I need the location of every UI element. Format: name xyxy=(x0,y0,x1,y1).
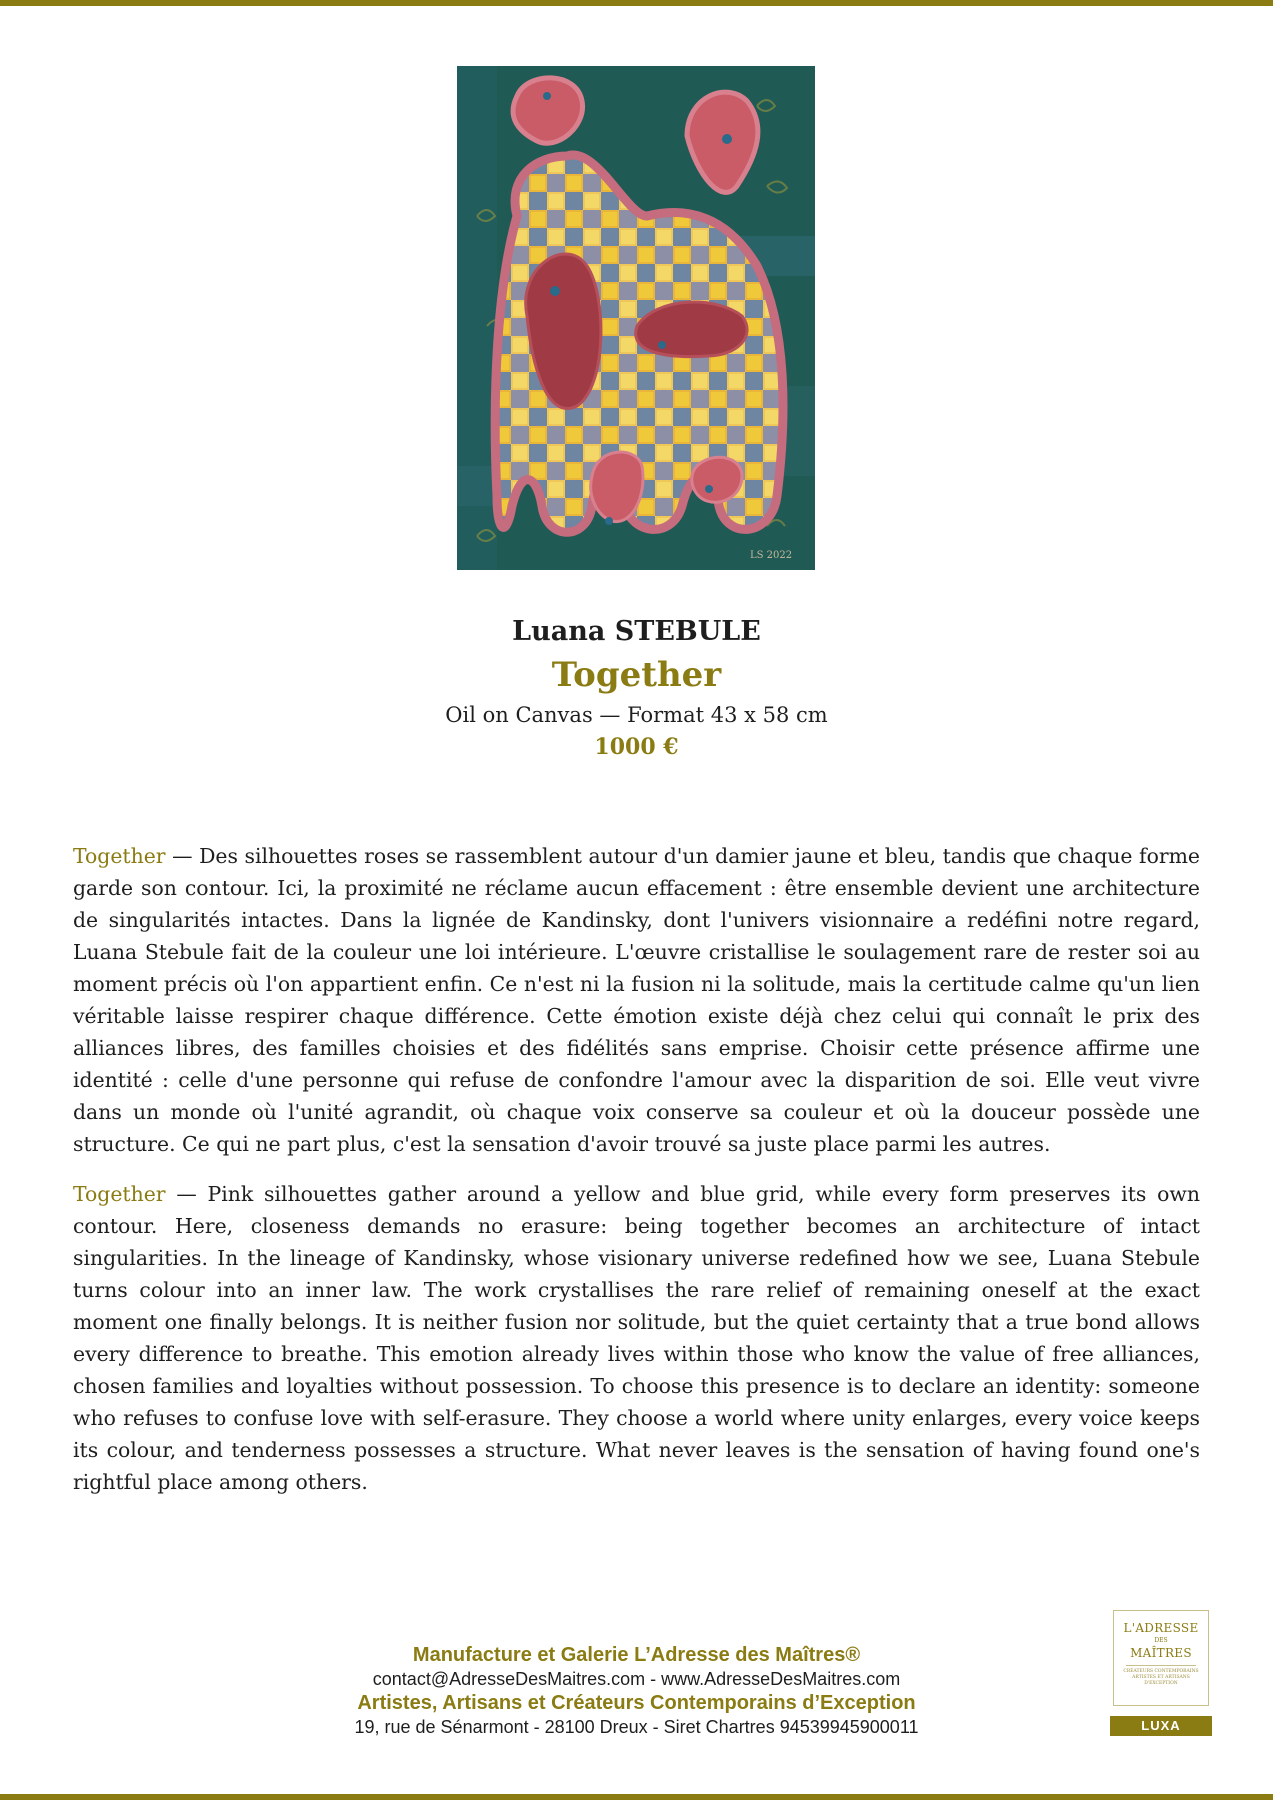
footer-tagline: Artistes, Artisans et Créateurs Contemporains d’Exception xyxy=(357,1692,916,1714)
logo-line-2: DES xyxy=(1154,1637,1168,1644)
gallery-logo xyxy=(1113,1610,1209,1706)
artwork-title: Together xyxy=(551,655,722,695)
description-english xyxy=(73,1178,1200,1498)
artwork-info xyxy=(0,612,1273,762)
footer xyxy=(0,1643,1273,1739)
artwork-image xyxy=(457,66,815,570)
bottom-border xyxy=(0,1794,1273,1800)
footer-address: 19, rue de Sénarmont - 28100 Dreux - Siret Chartres 94539945900011 xyxy=(354,1717,919,1737)
logo-line-4: CRÉATEURS CONTEMPORAINS ARTISTES ET ARTISANS D'EXCEPTION xyxy=(1123,1669,1199,1686)
description-english-text: — Pink silhouettes gather around a yellow and blue grid, while every form preserves its own contour. Here, closeness demands no erasure: being together becomes an architecture of intact singularities. In the lineage of Kandinsky, whose visionary universe redefined how we see, Luana Stebule turns colour into an inner law. The work crystallises the rare relief of remaining oneself at the exact moment one finally belongs. It is neither fusion nor solitude, but the quiet certainty that a true bond allows every difference to breathe. This emotion already lives within those who know the value of free alliances, chosen families and loyalties without possession. To choose this presence is to declare an identity: someone who refuses to confuse love with self-erasure. They choose a world where unity enlarges, every voice keeps its colour, and tenderness possesses a structure. What never leaves is the sensation of having found one's rightful place among others. xyxy=(73,1182,1200,1494)
artist-name: Luana STEBULE xyxy=(512,616,761,647)
description-english-lead: Together xyxy=(73,1182,166,1206)
logo-line-3: MAÎTRES xyxy=(1130,1646,1192,1660)
artwork-price: 1000 € xyxy=(594,734,679,760)
logo-line-1: L'ADRESSE xyxy=(1123,1621,1199,1635)
top-border xyxy=(0,0,1273,6)
description-french-lead: Together xyxy=(73,844,166,868)
logo-divider xyxy=(1126,1665,1196,1666)
description-french-text: — Des silhouettes roses se rassemblent autour d'un damier jaune et bleu, tandis que chaque forme garde son contour. Ici, la proximité ne réclame aucun effacement : être ensemble devient une architecture de singularités intactes. Dans la lignée de Kandinsky, dont l'univers visionnaire a redéfini notre regard, Luana Stebule fait de la couleur une loi intérieure. L'œuvre cristallise le soulagement rare de rester soi au moment précis où l'on appartient enfin. Ce n'est ni la fusion ni la solitude, mais la certitude calme qu'un lien véritable laisse respirer chaque différence. Cette émotion existe déjà chez celui qui connaît le prix des alliances libres, des familles choisies et des fidélités sans emprise. Choisir cette présence affirme une identité : celle d'une personne qui refuse de confondre l'amour avec la disparition de soi. Elle veut vivre dans un monde où l'unité agrandit, où chaque voix conserve sa couleur et où la douceur possède une structure. Ce qui ne part plus, c'est la sensation d'avoir trouvé sa juste place parmi les autres. xyxy=(73,844,1200,1156)
footer-contact: contact@AdresseDesMaitres.com - www.AdresseDesMaitres.com xyxy=(372,1669,901,1689)
artwork-medium-format: Oil on Canvas — Format 43 x 58 cm xyxy=(445,703,828,727)
luxa-badge: LUXA xyxy=(1110,1716,1212,1736)
footer-brand: Manufacture et Galerie L’Adresse des Maîtres® xyxy=(412,1644,861,1666)
artwork-signature: LS 2022 xyxy=(750,550,793,561)
description-french xyxy=(73,840,1200,1160)
